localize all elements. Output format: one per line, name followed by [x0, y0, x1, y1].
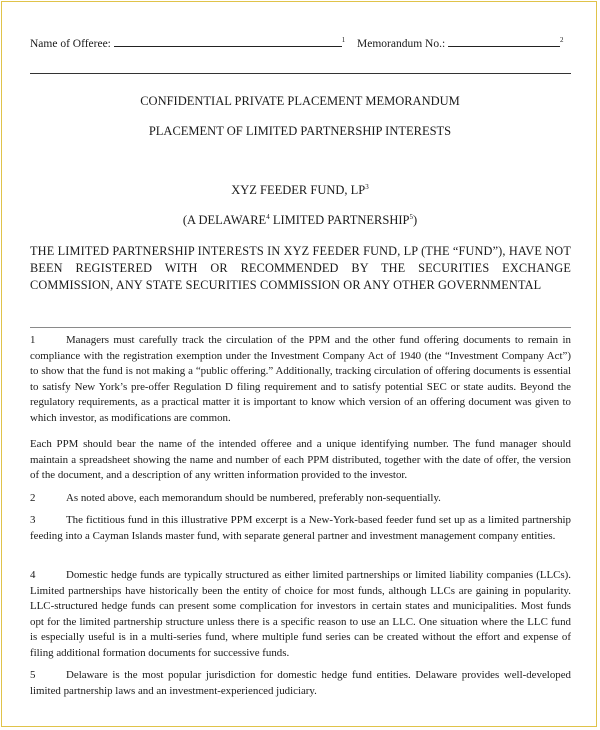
header-divider [30, 73, 571, 74]
footnote-ref-5: 5 [409, 213, 413, 221]
footnote-ref-3: 3 [365, 183, 369, 191]
fund-name [0, 183, 600, 198]
partnership-type [0, 213, 600, 228]
memorandum-title: CONFIDENTIAL PRIVATE PLACEMENT MEMORANDUM [140, 94, 460, 108]
footnote-2 [30, 491, 571, 507]
memorandum-label: Memorandum No.: [357, 37, 446, 50]
offeree-label: Name of Offeree: [30, 37, 111, 50]
footnote-ref-4: 4 [266, 213, 270, 221]
offeree-name-field [114, 36, 342, 47]
footnote-number: 3 [30, 514, 36, 526]
footnote-text: Managers must carefully track the circulation of the PPM and the other fund offering documents to remain in compliance with the registration exemption under the Investment Company Act of 1940 (the “Investment Company Act”) to show that the fund is not making a “public offering.” Additionally, tracking circulation of offering documents is essential to satisfy New York’s pre-offer Regulation D filing requirement and to satisfy potential SEC or state audits. Beyond the regulatory requirements, as a practical matter it is important to know which version of an offering document was given to which investor, as modifications are common. [30, 334, 571, 424]
footnote-text: The fictitious fund in this illustrative PPM excerpt is a New-York-based feeder fund set up as a limited partnership feeding into a Cayman Islands master fund, with separate general partner and investment management company entities. [30, 514, 571, 542]
footnote-text: Each PPM should bear the name of the intended offeree and a unique identifying number. The fund manager should maintain a spreadsheet showing the name and number of each PPM distributed, together with the date of offer, the version of the document, and a description of any written information provided to the investor. [30, 438, 571, 481]
footnote-number: 2 [30, 492, 36, 504]
footnote-ref-2: 2 [560, 36, 564, 44]
footnote-number: 1 [30, 334, 36, 346]
footnote-ref-1: 1 [341, 36, 346, 44]
memorandum-number-field [448, 36, 560, 47]
footnote-number: 5 [30, 669, 36, 681]
partnership-mid: LIMITED PARTNERSHIP [269, 213, 410, 228]
footnote-text: Domestic hedge funds are typically structured as either limited partnerships or limited liability companies (LLCs). Limited partnerships have historically been the entity of choice for most funds, although LLCs are gaining in popularity. LLC-structured hedge funds can present some complication for investors in certain states and municipalities. Most funds opt for the limited partnership structure unless there is a specific reason to use an LLC. One situation where the LLC fund is especially useful is in a multi-series fund, where multiple fund series can be created without the effort and expense of filing additional formation documents for successive funds. [30, 569, 571, 659]
footnote-divider [30, 327, 571, 328]
fund-name-text: XYZ FEEDER FUND, LP [231, 183, 366, 198]
footnote-1-continued [30, 437, 571, 484]
footnote-3 [30, 513, 571, 544]
placement-subtitle: PLACEMENT OF LIMITED PARTNERSHIP INTERESTS [148, 124, 452, 138]
footnote-text: Delaware is the most popular jurisdiction for domestic hedge fund entities. Delaware provides well-developed limited partnership laws and an investment-experienced judiciary. [30, 669, 571, 697]
footnote-1 [30, 333, 571, 426]
footnote-text: As noted above, each memorandum should be numbered, preferably non-sequentially. [66, 492, 441, 504]
footnote-5 [30, 668, 571, 699]
partnership-close: ) [412, 213, 418, 228]
offeree-header [30, 33, 575, 51]
legend-paragraph: THE LIMITED PARTNERSHIP INTERESTS IN XYZ FEEDER FUND, LP (THE “FUND”), HAVE NOT BEEN REGISTERED WITH OR RECOMMENDED BY THE SECURITIES EXCHANGE COMMISSION, ANY STATE SECURITIES COMMISSION OR ANY OTHER GOVERNMENTAL [30, 244, 571, 292]
partnership-open: (A DELAWARE [182, 213, 267, 228]
footnote-number: 4 [30, 569, 36, 581]
footnote-4 [30, 568, 571, 661]
